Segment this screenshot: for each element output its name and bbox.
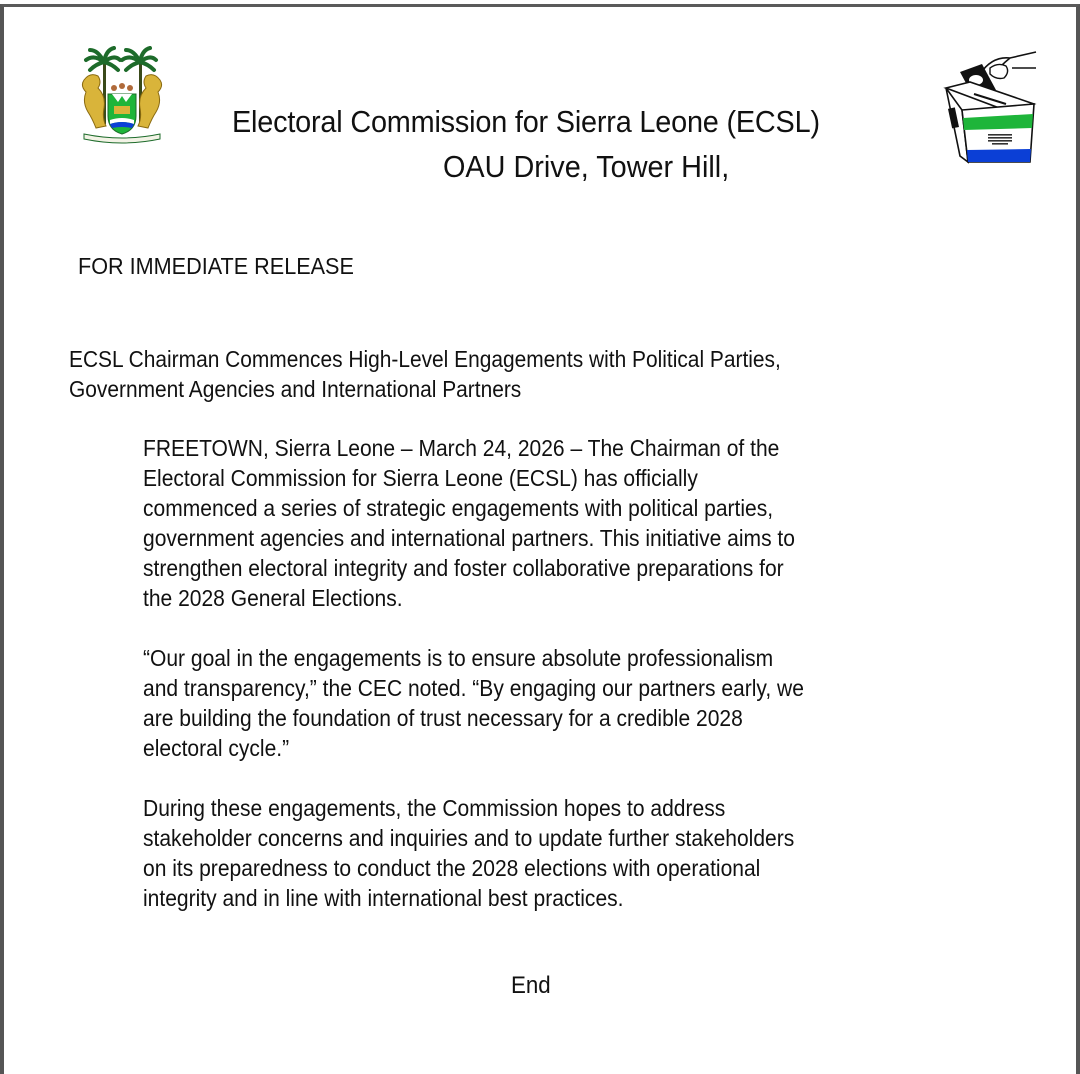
paragraph-line: FREETOWN, Sierra Leone – March 24, 2026 – The Chairman of the bbox=[143, 435, 780, 461]
motto-scroll bbox=[84, 134, 160, 143]
paragraph-line: on its preparedness to conduct the 2028 elections with operational bbox=[143, 855, 761, 881]
end-label: End bbox=[511, 972, 551, 999]
paragraph-line: stakeholder concerns and inquiries and to update further stakeholders bbox=[143, 825, 795, 851]
paragraph-line: the 2028 General Elections. bbox=[143, 585, 403, 611]
paragraph-intro bbox=[143, 433, 795, 613]
paragraph-line: and transparency,” the CEC noted. “By engaging our partners early, we bbox=[143, 675, 804, 701]
paragraph-line: strengthen electoral integrity and foster collaborative preparations for bbox=[143, 555, 784, 581]
paragraph-line: “Our goal in the engagements is to ensure absolute professionalism bbox=[143, 645, 774, 671]
organization-address: OAU Drive, Tower Hill, bbox=[443, 149, 730, 184]
paragraph-line: commenced a series of strategic engagements with political parties, bbox=[143, 495, 774, 521]
paragraph-line: During these engagements, the Commission hopes to address bbox=[143, 795, 726, 821]
organization-title: Electoral Commission for Sierra Leone (ECSL) bbox=[232, 104, 820, 139]
paragraph-closing bbox=[143, 793, 794, 913]
headline bbox=[69, 344, 781, 404]
paragraph-line: electoral cycle.” bbox=[143, 735, 290, 761]
paragraph-quote bbox=[143, 643, 804, 763]
ballot-box-icon bbox=[940, 46, 1040, 168]
paragraph-line: government agencies and international partners. This initiative aims to bbox=[143, 525, 795, 551]
paragraph-line: are building the foundation of trust necessary for a credible 2028 bbox=[143, 705, 743, 731]
headline-line: Government Agencies and International Partners bbox=[69, 376, 522, 402]
release-label: FOR IMMEDIATE RELEASE bbox=[78, 253, 354, 279]
lion-left bbox=[82, 75, 106, 128]
coat-of-arms-icon bbox=[76, 46, 168, 146]
paragraph-line: integrity and in line with international best practices. bbox=[143, 885, 624, 911]
headline-line: ECSL Chairman Commences High-Level Engagements with Political Parties, bbox=[69, 346, 781, 372]
paragraph-line: Electoral Commission for Sierra Leone (ECSL) has officially bbox=[143, 465, 698, 491]
